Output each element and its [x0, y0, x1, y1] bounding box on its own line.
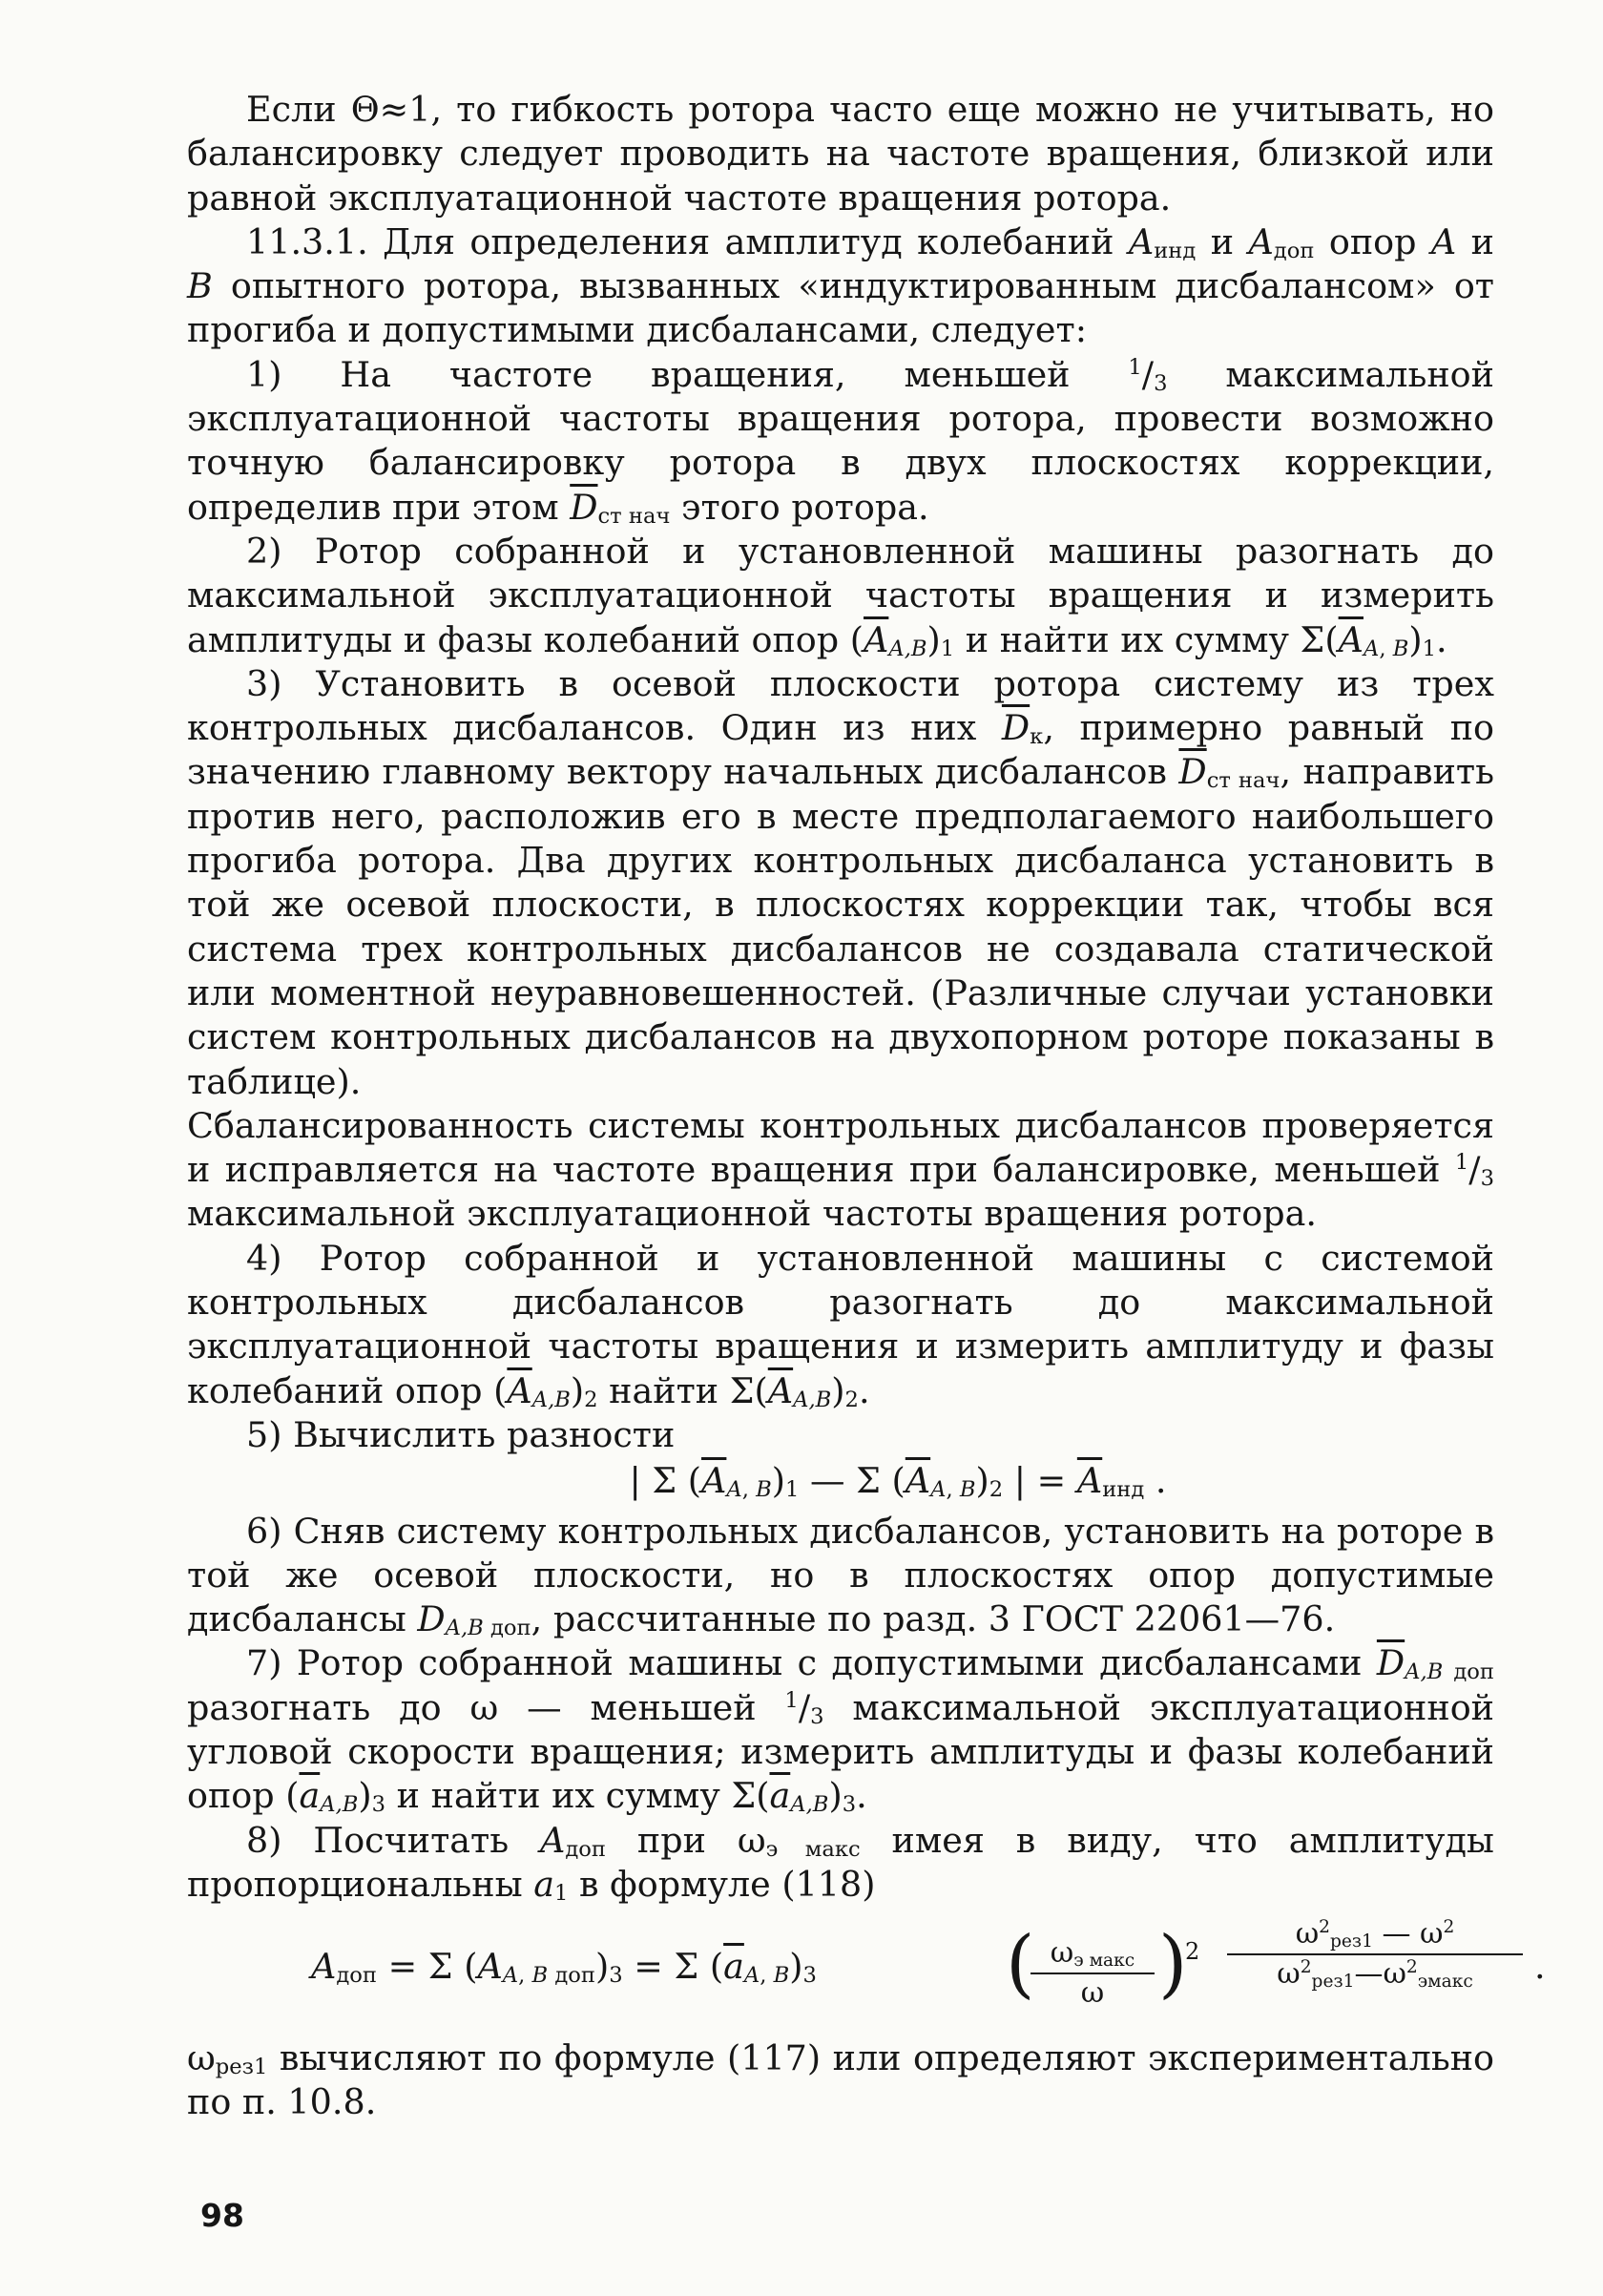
step-1: 1) На частоте вращения, меньшей $^1/_3$ максимальной эксплуатационной частоты вращения ротора, провести возможно точную балансировку ротора в двух плоскостях коррекции, определив при этом $\overline{D}_{ст нач}$ этого ротора. [187, 353, 1494, 529]
step-3: 3) Установить в осевой плоскости ротора систему из трех контрольных дисбалансов. Один из них $\overline{D}_к$, примерно равный по значению главному вектору начальных дисбалансов $\overline{D}_{ст нач}$, направить против него, расположив его в месте предполагаемого наибольшего прогиба ротора. Два других контрольных дисбаланса установить в той же осевой плоскости, в плоскостях коррекции так, чтобы вся система трех контрольных дисбалансов не создавала статической или моментной неуравновешенностей. (Различные случаи установки систем контрольных дисбалансов на двухопорном роторе показаны в таблице). [187, 662, 1495, 1102]
step-6: 6) Сняв систему контрольных дисбалансов, установить на роторе в той же осевой плоскости, но в плоскостях опор допустимые дисбалансы $D_{A,B доп}$, рассчитанные по разд. 3 ГОСТ 22061—76. [187, 1510, 1494, 1641]
paragraph-omega-res: $\omega_{рез1}$ вычисляют по формуле (117) или определяют экспериментально по п. 10.8. [187, 2037, 1494, 2123]
paragraph-balance-check: Сбалансированность системы контрольных дисбалансов проверяется и исправляется на частоте вращения при балансировке, меньшей $^1/_3$ максимальной эксплуатационной частоты вращения ротора. [187, 1104, 1494, 1235]
step-8: 8) Посчитать $A_{доп}$ при $\omega_{э макс}$ имея в виду, что амплитуды пропорциональны $a_1$ в формуле (118) [187, 1819, 1494, 1906]
paragraph-11-3-1: 11.3.1. Для определения амплитуд колебаний $A_{инд}$ и $A_{доп}$ опор A и B опытного ротора, вызванных «индуктированным дисбалансом» от прогиба и допустимыми дисбалансами, следует: [187, 220, 1494, 351]
text-column [187, 88, 1546, 2125]
step-2: 2) Ротор собранной и установленной машины разогнать до максимальной эксплуатационной частоты вращения и измерить амплитуды и фазы колебаний опор $(\overline{A}_{A,B})_1$ и найти их сумму $\Sigma(\overline{A}_{A, B})_1$. [187, 530, 1494, 661]
formula-118: $A_{доп} = \Sigma$ $(A_{A, B доп})_3 = \Sigma$ $(\overline{a}_{A, B})_3$ ( $\omega_{э макс}$ ω ) 2 $\omega^2_{рез1}$ — $\omega^2$ $\omega^2_{рез1}—\omega^2_{эмакс}$ . [311, 1917, 1546, 2011]
formula-difference: | Σ $(\overline{A}_{A, B})_1$ — Σ $(\overline{A}_{A, B})_2$ | = $\overline{A}_{инд}$ . [629, 1460, 1167, 1503]
step-7: 7) Ротор собранной машины с допустимыми дисбалансами $\overline{D}_{A,B доп}$ разогнать до ω — меньшей $^1/_3$ максимальной эксплуатационной угловой скорости вращения; измерить амплитуды и фазы колебаний опор $(\overline{a}_{A,B})_3$ и найти их сумму $\Sigma(\overline{a}_{A,B})_3$. [187, 1642, 1494, 1818]
step-4: 4) Ротор собранной и установленной машины с системой контрольных дисбалансов разогнать до максимальной эксплуатационной частоты вращения и измерить амплитуду и фазы колебаний опор $(\overline{A}_{A,B})_2$ найти $\Sigma(\overline{A}_{A,B})_2$. [187, 1237, 1494, 1412]
step-5: 5) Вычислить разности [246, 1413, 676, 1455]
page-number: 98 [200, 2197, 244, 2234]
paragraph-intro: Если Θ≈1, то гибкость ротора часто еще можно не учитывать, но балансировку следует проводить на частоте вращения, близкой или равной эксплуатационной частоте вращения ротора. [187, 89, 1494, 219]
